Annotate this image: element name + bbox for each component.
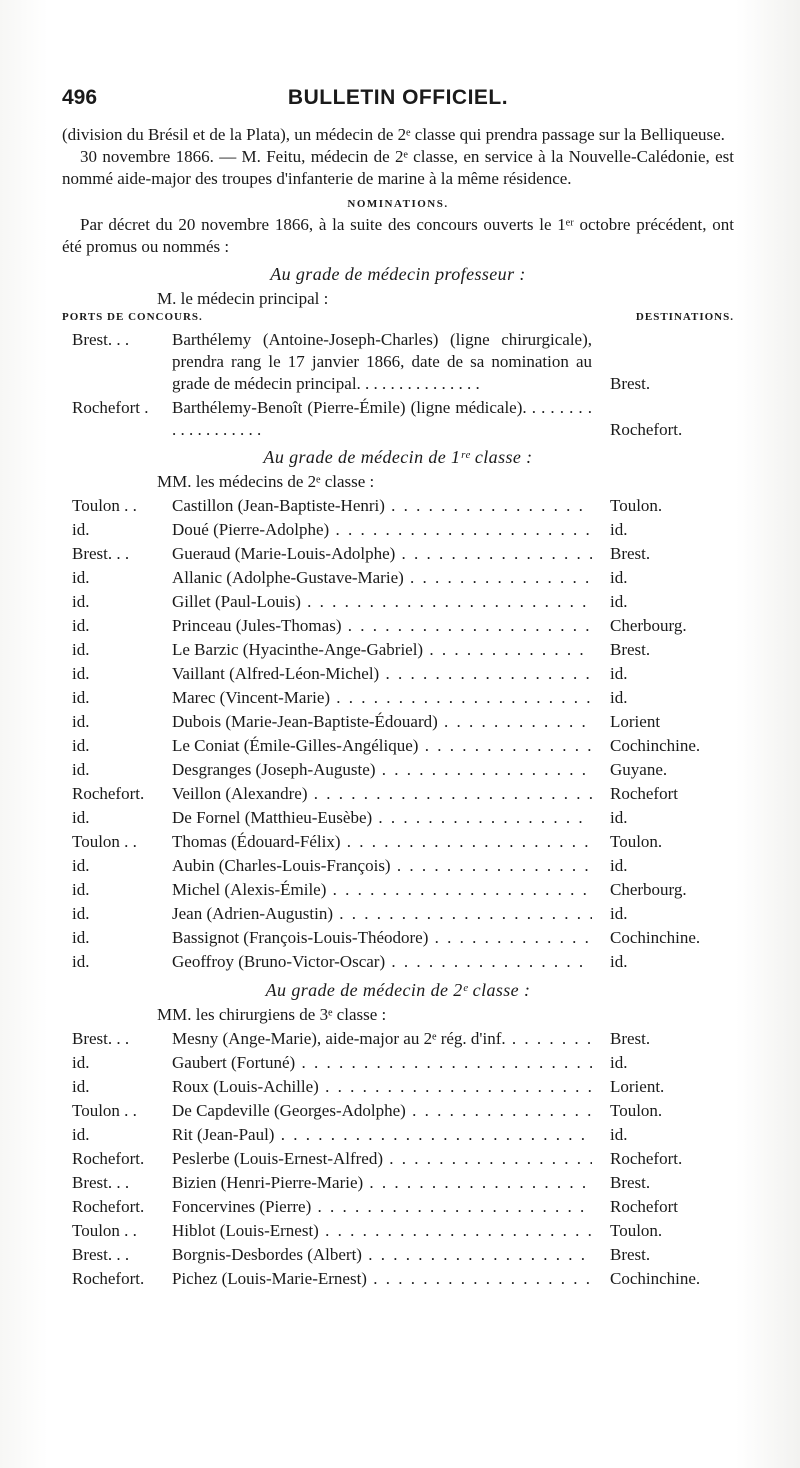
- entry-name: Gillet (Paul-Louis) . . .: [172, 590, 592, 614]
- entry-port: Rochefort.: [72, 1269, 145, 1288]
- entry-name: Bizien (Henri-Pierre-Marie) . . .: [172, 1171, 592, 1195]
- entry-name: Marec (Vincent-Marie) . . .: [172, 686, 592, 710]
- entry-destination: Brest.: [610, 1245, 651, 1264]
- list-item: [62, 614, 734, 638]
- entry-name: Bassignot (François-Louis-Théodore) . . .: [172, 926, 592, 950]
- list-item: [62, 1195, 734, 1219]
- list-item: [62, 758, 734, 782]
- list-item: [62, 686, 734, 710]
- entry-name: Rit (Jean-Paul) . . .: [172, 1123, 592, 1147]
- entry-destination: Guyane.: [610, 760, 668, 779]
- entry-name: Michel (Alexis-Émile) . . .: [172, 878, 592, 902]
- page-header: [62, 86, 734, 116]
- section-2-title: Au grade de médecin de 1ʳᵉ classe :: [263, 447, 533, 467]
- list-item: [62, 902, 734, 926]
- entry-name: Princeau (Jules-Thomas) . . .: [172, 614, 592, 638]
- list-item: [62, 1075, 734, 1099]
- entry-port: id.: [72, 880, 90, 899]
- entry-destination: Lorient: [610, 712, 661, 731]
- entry-port: id.: [72, 760, 90, 779]
- entry-destination: Brest.: [610, 640, 651, 659]
- list-item: [62, 710, 734, 734]
- entry-destination: Cochinchine.: [610, 928, 701, 947]
- entry-name: Thomas (Édouard-Félix) . . .: [172, 830, 592, 854]
- body-text: [62, 124, 734, 1291]
- section-1-title: Au grade de médecin professeur :: [270, 264, 526, 284]
- entry-port: id.: [72, 736, 90, 755]
- entry-destination: Brest.: [610, 1029, 651, 1048]
- entry-name: Peslerbe (Louis-Ernest-Alfred) . . .: [172, 1147, 592, 1171]
- intro-text: — M. Feitu, médecin de 2ᵉ classe, en service à la Nouvelle-Calédonie, est nommé aide-major des troupes d'infanterie de marine à la même résidence.: [62, 147, 734, 188]
- entry-port: Toulon . .: [72, 1221, 137, 1240]
- entry-port: id.: [72, 1077, 90, 1096]
- list-item: [62, 1123, 734, 1147]
- entry-text: Barthélemy (Antoine-Joseph-Charles) (ligne chirurgicale), prendra rang le 17 janvier 1866, date de sa nomination au grade de médecin principal. . . . . . . . . . . . . . .: [172, 330, 592, 393]
- entry-destination: Lorient.: [610, 1077, 665, 1096]
- entry-name: Desgranges (Joseph-Auguste) . . .: [172, 758, 592, 782]
- entry-destination: id.: [610, 664, 628, 683]
- entry-name: Aubin (Charles-Louis-François) . . .: [172, 854, 592, 878]
- entry-port: Rochefort.: [72, 1197, 145, 1216]
- entry-port: Brest. . .: [72, 1029, 130, 1048]
- entry-port: id.: [72, 592, 90, 611]
- list-item: [62, 662, 734, 686]
- entry-name: Pichez (Louis-Marie-Ernest) . . .: [172, 1267, 592, 1291]
- column-header-ports: PORTS DE CONCOURS.: [62, 311, 203, 323]
- entry-port: id.: [72, 808, 90, 827]
- entry-port: Brest. . .: [72, 1245, 130, 1264]
- entry-name: Le Coniat (Émile-Gilles-Angélique) . . .: [172, 734, 592, 758]
- entry-port: id.: [72, 928, 90, 947]
- section-3-subtitle: MM. les chirurgiens de 3ᵉ classe :: [157, 1005, 387, 1024]
- list-item: [62, 1171, 734, 1195]
- entry-port: id.: [72, 688, 90, 707]
- entry-destination: id.: [610, 568, 628, 587]
- entry-destination: Rochefort.: [610, 1149, 683, 1168]
- list-item: [62, 782, 734, 806]
- professor-entry: [62, 329, 734, 395]
- list-item: [62, 1243, 734, 1267]
- entry-name: Borgnis-Desbordes (Albert) . . .: [172, 1243, 592, 1267]
- entry-port: id.: [72, 568, 90, 587]
- entry-port: id.: [72, 520, 90, 539]
- entry-destination: Rochefort.: [610, 420, 683, 439]
- entry-name: Doué (Pierre-Adolphe) . . .: [172, 518, 592, 542]
- entry-port: Toulon . .: [72, 832, 137, 851]
- entry-port: Rochefort .: [72, 398, 149, 417]
- entry-port: Rochefort.: [72, 1149, 145, 1168]
- list-item: [62, 1051, 734, 1075]
- entry-name: Roux (Louis-Achille) . . .: [172, 1075, 592, 1099]
- list-item: [62, 542, 734, 566]
- entry-destination: id.: [610, 904, 628, 923]
- list-item: [62, 1099, 734, 1123]
- entry-destination: Toulon.: [610, 496, 663, 515]
- entry-destination: Cochinchine.: [610, 736, 701, 755]
- entry-name: Veillon (Alexandre) . . .: [172, 782, 592, 806]
- entry-port: id.: [72, 664, 90, 683]
- entry-port: id.: [72, 952, 90, 971]
- entry-port: Toulon . .: [72, 1101, 137, 1120]
- entry-destination: id.: [610, 1053, 628, 1072]
- entry-name: Jean (Adrien-Augustin) . . .: [172, 902, 592, 926]
- entry-destination: Cherbourg.: [610, 616, 687, 635]
- page-number: 496: [62, 86, 98, 109]
- entry-name: De Fornel (Matthieu-Eusèbe) . . .: [172, 806, 592, 830]
- entry-name: Mesny (Ange-Marie), aide-major au 2ᵉ rég. d'inf. . . .: [172, 1027, 592, 1051]
- entry-port: Brest. . .: [72, 1173, 130, 1192]
- entry-name: Castillon (Jean-Baptiste-Henri) . . .: [172, 494, 592, 518]
- entry-destination: Rochefort: [610, 784, 678, 803]
- list-item: [62, 950, 734, 974]
- entry-destination: Cochinchine.: [610, 1269, 701, 1288]
- entry-name: Dubois (Marie-Jean-Baptiste-Édouard) . . .: [172, 710, 592, 734]
- professor-entry: [62, 397, 734, 441]
- entry-port: id.: [72, 640, 90, 659]
- entry-destination: Toulon.: [610, 1221, 663, 1240]
- intro-date: 30 novembre 1866.: [80, 147, 214, 166]
- entry-destination: Toulon.: [610, 832, 663, 851]
- entry-destination: Brest.: [610, 374, 651, 393]
- entry-port: id.: [72, 1053, 90, 1072]
- entry-destination: Brest.: [610, 1173, 651, 1192]
- entry-destination: Cherbourg.: [610, 880, 687, 899]
- list-item: [62, 854, 734, 878]
- list-item: [62, 830, 734, 854]
- entry-destination: Toulon.: [610, 1101, 663, 1120]
- column-headers: [62, 311, 734, 329]
- entry-name: Foncervines (Pierre) . . .: [172, 1195, 592, 1219]
- list-item: [62, 806, 734, 830]
- entry-destination: id.: [610, 1125, 628, 1144]
- list-item: [62, 1147, 734, 1171]
- entry-destination: id.: [610, 808, 628, 827]
- list-item: [62, 1219, 734, 1243]
- entry-name: Hiblot (Louis-Ernest) . . .: [172, 1219, 592, 1243]
- list-item: [62, 1267, 734, 1291]
- intro-paragraph-1: (division du Brésil et de la Plata), un médecin de 2ᵉ classe qui prendra passage sur la Belliqueuse.: [62, 125, 725, 144]
- first-class-list: [62, 494, 734, 974]
- list-item: [62, 1027, 734, 1051]
- section-3-title: Au grade de médecin de 2ᵉ classe :: [265, 980, 531, 1000]
- intro-paragraph-3: Par décret du 20 novembre 1866, à la suite des concours ouverts le 1ᵉʳ octobre précédent, ont été promus ou nommés :: [62, 215, 734, 256]
- section-1-subtitle: M. le médecin principal :: [157, 289, 329, 308]
- entry-port: Brest. . .: [72, 330, 130, 349]
- entry-destination: Brest.: [610, 544, 651, 563]
- entry-port: Brest. . .: [72, 544, 130, 563]
- list-item: [62, 734, 734, 758]
- list-item: [62, 566, 734, 590]
- column-header-destinations: DESTINATIONS.: [635, 311, 734, 323]
- entry-name: Allanic (Adolphe-Gustave-Marie) . . .: [172, 566, 592, 590]
- entry-port: id.: [72, 856, 90, 875]
- entry-text: Barthélemy-Benoît (Pierre-Émile) (ligne médicale). . . . . . . . . . . . . . . . . . .: [172, 398, 592, 439]
- nominations-heading: NOMINATIONS.: [347, 198, 449, 210]
- list-item: [62, 878, 734, 902]
- entry-name: Le Barzic (Hyacinthe-Ange-Gabriel) . . .: [172, 638, 592, 662]
- entry-port: id.: [72, 904, 90, 923]
- entry-port: id.: [72, 712, 90, 731]
- entry-port: id.: [72, 616, 90, 635]
- entry-name: Geoffroy (Bruno-Victor-Oscar) . . .: [172, 950, 592, 974]
- entry-destination: id.: [610, 856, 628, 875]
- list-item: [62, 638, 734, 662]
- section-2-subtitle: MM. les médecins de 2ᵉ classe :: [157, 472, 375, 491]
- entry-port: Rochefort.: [72, 784, 145, 803]
- entry-port: Toulon . .: [72, 496, 137, 515]
- entry-destination: id.: [610, 952, 628, 971]
- intro-paragraph-2: [62, 146, 734, 190]
- entry-name: De Capdeville (Georges-Adolphe) . . .: [172, 1099, 592, 1123]
- list-item: [62, 518, 734, 542]
- entry-name: Gaubert (Fortuné) . . .: [172, 1051, 592, 1075]
- entry-destination: id.: [610, 688, 628, 707]
- entry-name: Gueraud (Marie-Louis-Adolphe) . . .: [172, 542, 592, 566]
- list-item: [62, 590, 734, 614]
- entry-destination: id.: [610, 520, 628, 539]
- list-item: [62, 494, 734, 518]
- entry-port: id.: [72, 1125, 90, 1144]
- second-class-list: [62, 1027, 734, 1291]
- list-item: [62, 926, 734, 950]
- running-title: BULLETIN OFFICIEL.: [287, 86, 509, 109]
- entry-destination: Rochefort: [610, 1197, 678, 1216]
- entry-destination: id.: [610, 592, 628, 611]
- entry-name: Vaillant (Alfred-Léon-Michel) . . .: [172, 662, 592, 686]
